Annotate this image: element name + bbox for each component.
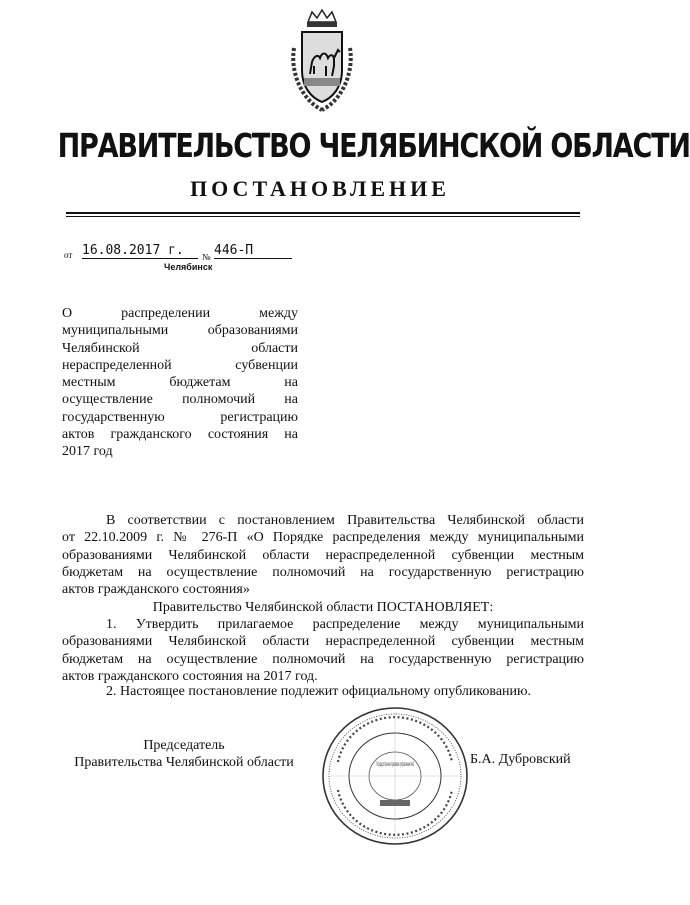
date-value: 16.08.2017 г. xyxy=(82,242,198,259)
document-type: ПОСТАНОВЛЕНИЕ xyxy=(190,176,450,201)
paragraph-line: В соответствии с постановлением Правительства Челябинской области xyxy=(106,513,584,528)
signatory-name: Б.А. Дубровский xyxy=(470,752,571,767)
document-subject xyxy=(62,305,298,461)
subject-line: актов гражданского состояния на xyxy=(62,427,298,443)
paragraph-line: 1. Утвердить прилагаемое распределение между муниципальными xyxy=(106,617,584,632)
paragraph-line: образованиями Челябинской области нераспределенной субвенции местным xyxy=(62,634,584,650)
government-title: ПРАВИТЕЛЬСТВО ЧЕЛЯБИНСКОЙ ОБЛАСТИ xyxy=(57,126,690,165)
subject-line: О распределении между xyxy=(62,306,298,321)
paragraph-line: образованиями Челябинской области нераспределенной субвенции местным xyxy=(62,547,584,563)
position-line: Правительства Челябинской области xyxy=(74,755,294,771)
item-2-paragraph: 2. Настоящее постановление подлежит официальному опубликованию. xyxy=(106,684,531,699)
header-divider xyxy=(66,212,580,214)
number-prefix: № xyxy=(202,252,211,262)
paragraph-line: актов гражданского состояния» xyxy=(62,582,250,598)
paragraph-line: бюджетам на осуществление полномочий на государственную регистрацию xyxy=(62,564,584,580)
header-divider-thin xyxy=(66,216,580,217)
subject-line: местным бюджетам на xyxy=(62,375,298,391)
coat-of-arms-icon xyxy=(280,8,364,116)
subject-line: осуществление полномочий на xyxy=(62,392,298,408)
paragraph-line: бюджетам на осуществление полномочий на государственную регистрацию xyxy=(62,651,584,667)
position-line: Председатель xyxy=(143,738,225,753)
date-prefix: от xyxy=(64,250,73,260)
subject-line: Челябинской области xyxy=(62,340,298,356)
stamp-inner-text: Государственно-правовое управление №2 xyxy=(376,761,415,768)
preamble-paragraph xyxy=(62,512,584,598)
signatory-position xyxy=(62,737,306,772)
official-stamp-icon xyxy=(316,702,474,850)
subject-line: муниципальными образованиями xyxy=(62,323,298,339)
subject-line: 2017 год xyxy=(62,444,113,460)
subject-line: нераспределенной субвенции xyxy=(62,357,298,373)
number-value: 446-П xyxy=(214,242,292,259)
paragraph-line: актов гражданского состояния на 2017 год. xyxy=(62,668,318,684)
item-1-paragraph xyxy=(62,616,584,685)
city-label: Челябинск xyxy=(164,262,213,272)
paragraph-line: от 22.10.2009 г. № 276-П «О Порядке распределения между муниципальными xyxy=(62,530,584,546)
resolves-line: Правительство Челябинской области ПОСТАНОВЛЯЕТ: xyxy=(152,600,494,615)
subject-line: государственную регистрацию xyxy=(62,409,298,425)
